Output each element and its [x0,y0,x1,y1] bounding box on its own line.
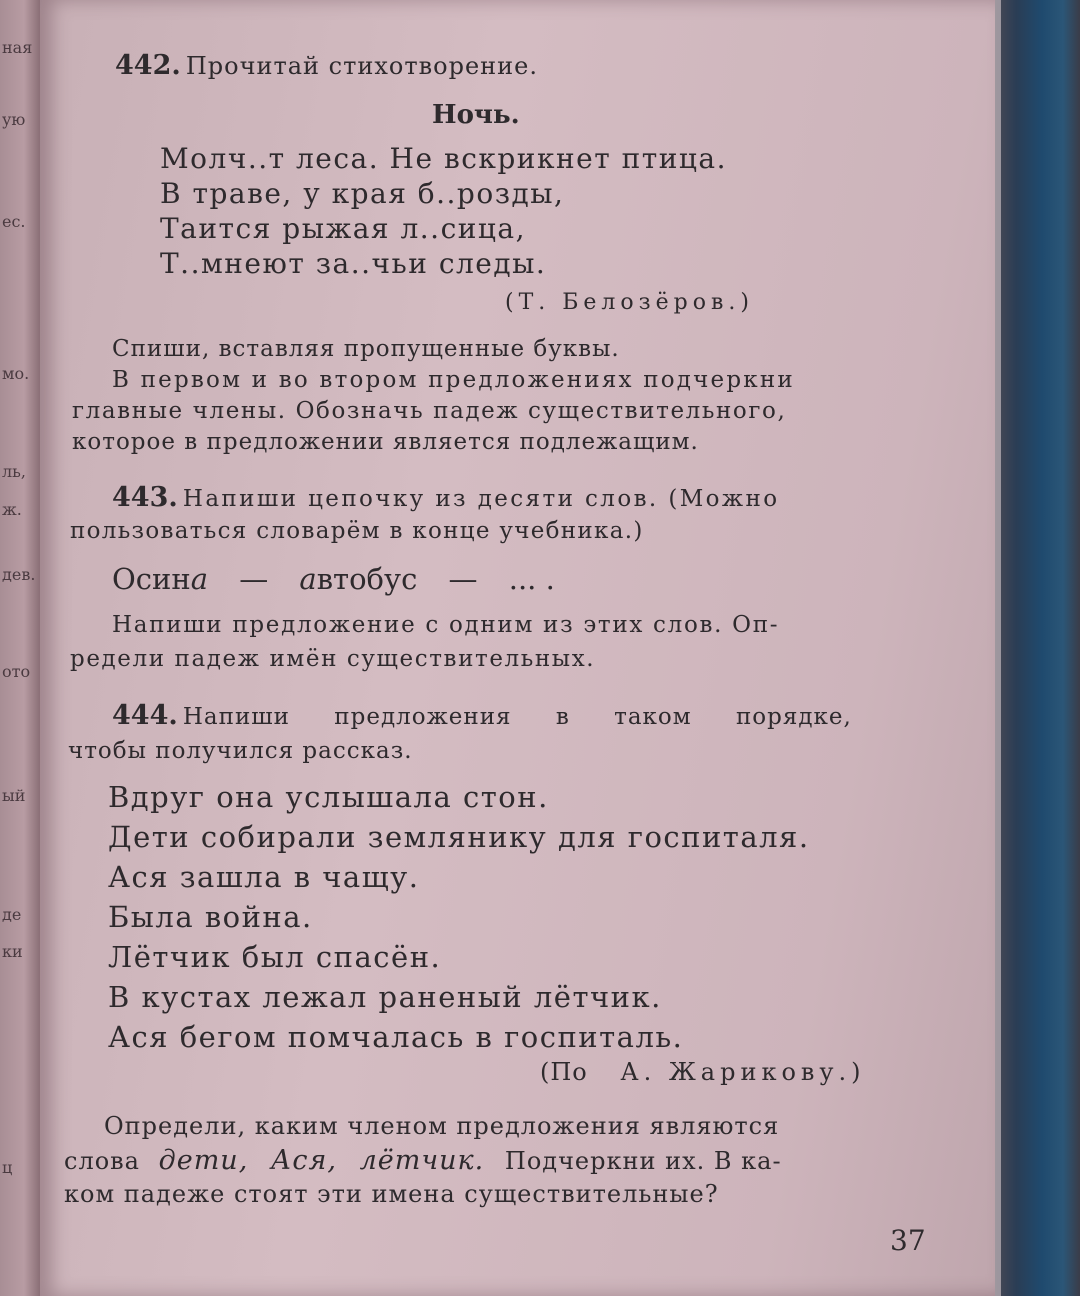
task-line: которое в предложении является подлежащим. [72,429,699,455]
task-line: В первом и во втором предложениях подчеркни [112,367,795,393]
exercise-instruction: Прочитай стихотворение. [185,52,539,80]
word-chain [112,562,555,596]
margin-fragment: ую [2,110,26,129]
margin-fragment: мо. [2,364,30,383]
chain-dash: — [239,562,269,596]
chain-word-ending: а [190,562,208,596]
poem-line: Молч..т леса. Не вскрикнет птица. [160,142,728,175]
exercise-number: 442. [115,50,181,81]
author-prefix: (По [540,1058,588,1086]
story-sentence: Лётчик был спасён. [108,940,442,974]
author-name: А. Жарикову.) [620,1058,866,1086]
task-line: Спиши, вставляя пропущенные буквы. [112,336,620,362]
margin-fragment: ц [2,1158,13,1177]
poem-author: (Т. Белозёров.) [505,290,754,315]
margin-fragment: ж. [2,500,22,519]
margin-fragment: ки [2,942,23,961]
chain-word: втобус [316,562,418,596]
margin-fragment: ная [2,38,33,57]
margin-fragment: ото [2,662,31,681]
task-line: Напиши предложение с одним из этих слов. Оп- [112,612,780,638]
exercise-instruction: Напиши предложения в таком порядке, [182,704,852,730]
chain-ellipsis: ... . [508,562,555,596]
poem-line: Т..мнеют за..чьи следы. [160,247,547,280]
page-edge-highlight [995,0,1001,1296]
poem-title: Ночь. [432,100,520,130]
poem-line: В траве, у края б..розды, [160,177,565,210]
task-line: главные члены. Обозначь падеж существительного, [72,398,787,424]
task-word: лётчик. [359,1145,485,1176]
exercise-instruction-cont: пользоваться словарём в конце учебника.) [70,518,644,544]
story-sentence: Ася бегом помчалась в госпиталь. [108,1020,684,1054]
exercise-443-header [112,482,779,513]
story-sentence: Ася зашла в чащу. [108,860,420,894]
page-number: 37 [890,1224,926,1257]
story-sentence: Дети собирали землянику для госпиталя. [108,820,810,854]
task-text: слова [64,1147,140,1175]
poem-line: Таится рыжая л..сица, [160,212,527,245]
chain-dash: — [448,562,478,596]
task-word: Ася, [270,1145,337,1176]
task-word: дети, [158,1145,249,1176]
story-author [540,1058,866,1086]
story-sentence: Вдруг она услышала стон. [108,780,549,814]
margin-fragment: ый [2,786,26,805]
exercise-444-header [112,700,852,731]
margin-fragment: де [2,905,22,924]
margin-fragment: ес. [2,212,26,231]
task-line: редели падеж имён существительных. [70,646,596,672]
task-line-with-words [64,1145,782,1176]
task-text: Подчеркни их. В ка- [504,1147,782,1175]
book-cover-edge [995,0,1080,1296]
margin-fragment: дев. [2,565,36,584]
task-line: Определи, каким членом предложения являются [104,1112,780,1140]
exercise-number: 443. [112,482,178,513]
chain-word: Осин [112,562,191,596]
left-page-edge [0,0,40,1296]
exercise-instruction-cont: чтобы получился рассказ. [68,738,413,764]
story-sentence: Была война. [108,900,313,934]
exercise-instruction: Напиши цепочку из десяти слов. (Можно [182,486,780,512]
task-line: ком падеже стоят эти имена существительные? [64,1180,719,1208]
chain-word-start: а [299,562,317,596]
exercise-442-header [115,50,538,81]
margin-fragment: ль, [2,462,26,481]
exercise-number: 444. [112,700,178,731]
story-sentence: В кустах лежал раненый лётчик. [108,980,662,1014]
